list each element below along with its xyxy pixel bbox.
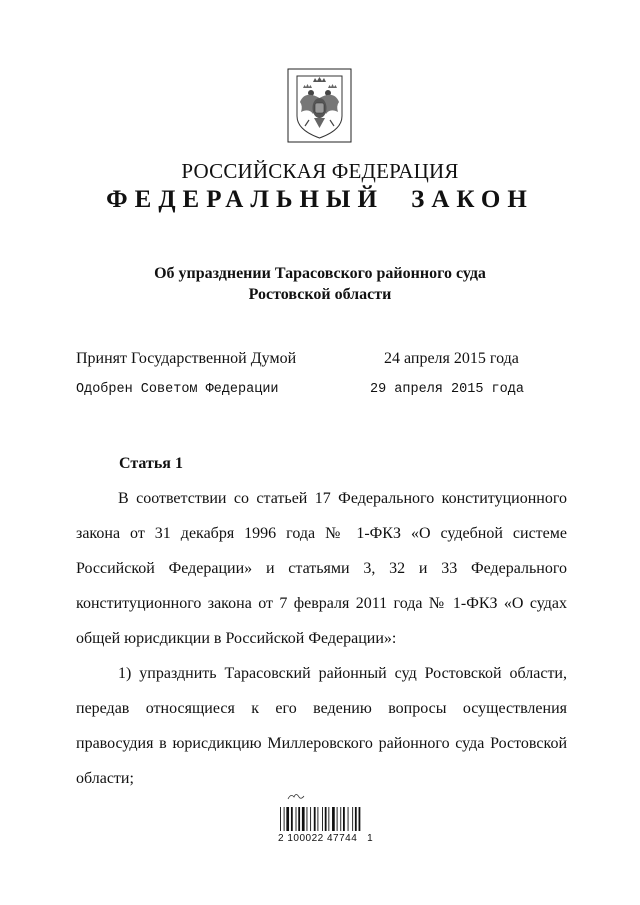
law-type-heading: ФЕДЕРАЛЬНЫЙ ЗАКОН — [106, 186, 534, 213]
law-title-line-2: Ростовской области — [248, 286, 392, 303]
country-heading: РОССИЙСКАЯ ФЕДЕРАЦИЯ — [181, 159, 459, 183]
article-body — [76, 481, 567, 796]
article-paragraph-1: В соответствии со статьей 17 Федерального конституционного закона от 31 декабря 1996 года № 1-ФКЗ «О судебной системе Российской Федерации» и статьями 3, 32 и 33 Федерального конституционного закона от 7 февраля 2011 года № 1-ФКЗ «О судах общей юрисдикции в Российской Федерации»: — [76, 490, 567, 647]
council-approval-label: Одобрен Советом Федерации — [76, 382, 279, 397]
barcode-number: 2 100022 47744 1 — [278, 833, 374, 844]
duma-adoption-label: Принят Государственной Думой — [76, 350, 297, 367]
article-heading: Статья 1 — [119, 455, 183, 472]
coat-of-arms-emblem — [287, 68, 352, 143]
law-title — [0, 263, 640, 305]
article-paragraph-2: 1) упразднить Тарасовский районный суд Ростовской области, передав относящиеся к его ведению вопросы осуществления правосудия в юрисдикцию Миллеровского районного суда Ростовской области; — [76, 665, 567, 787]
council-approval-date: 29 апреля 2015 года — [370, 382, 524, 397]
law-title-line-1: Об упразднении Тарасовского районного суда — [154, 265, 486, 282]
duma-adoption-date: 24 апреля 2015 года — [384, 350, 519, 367]
